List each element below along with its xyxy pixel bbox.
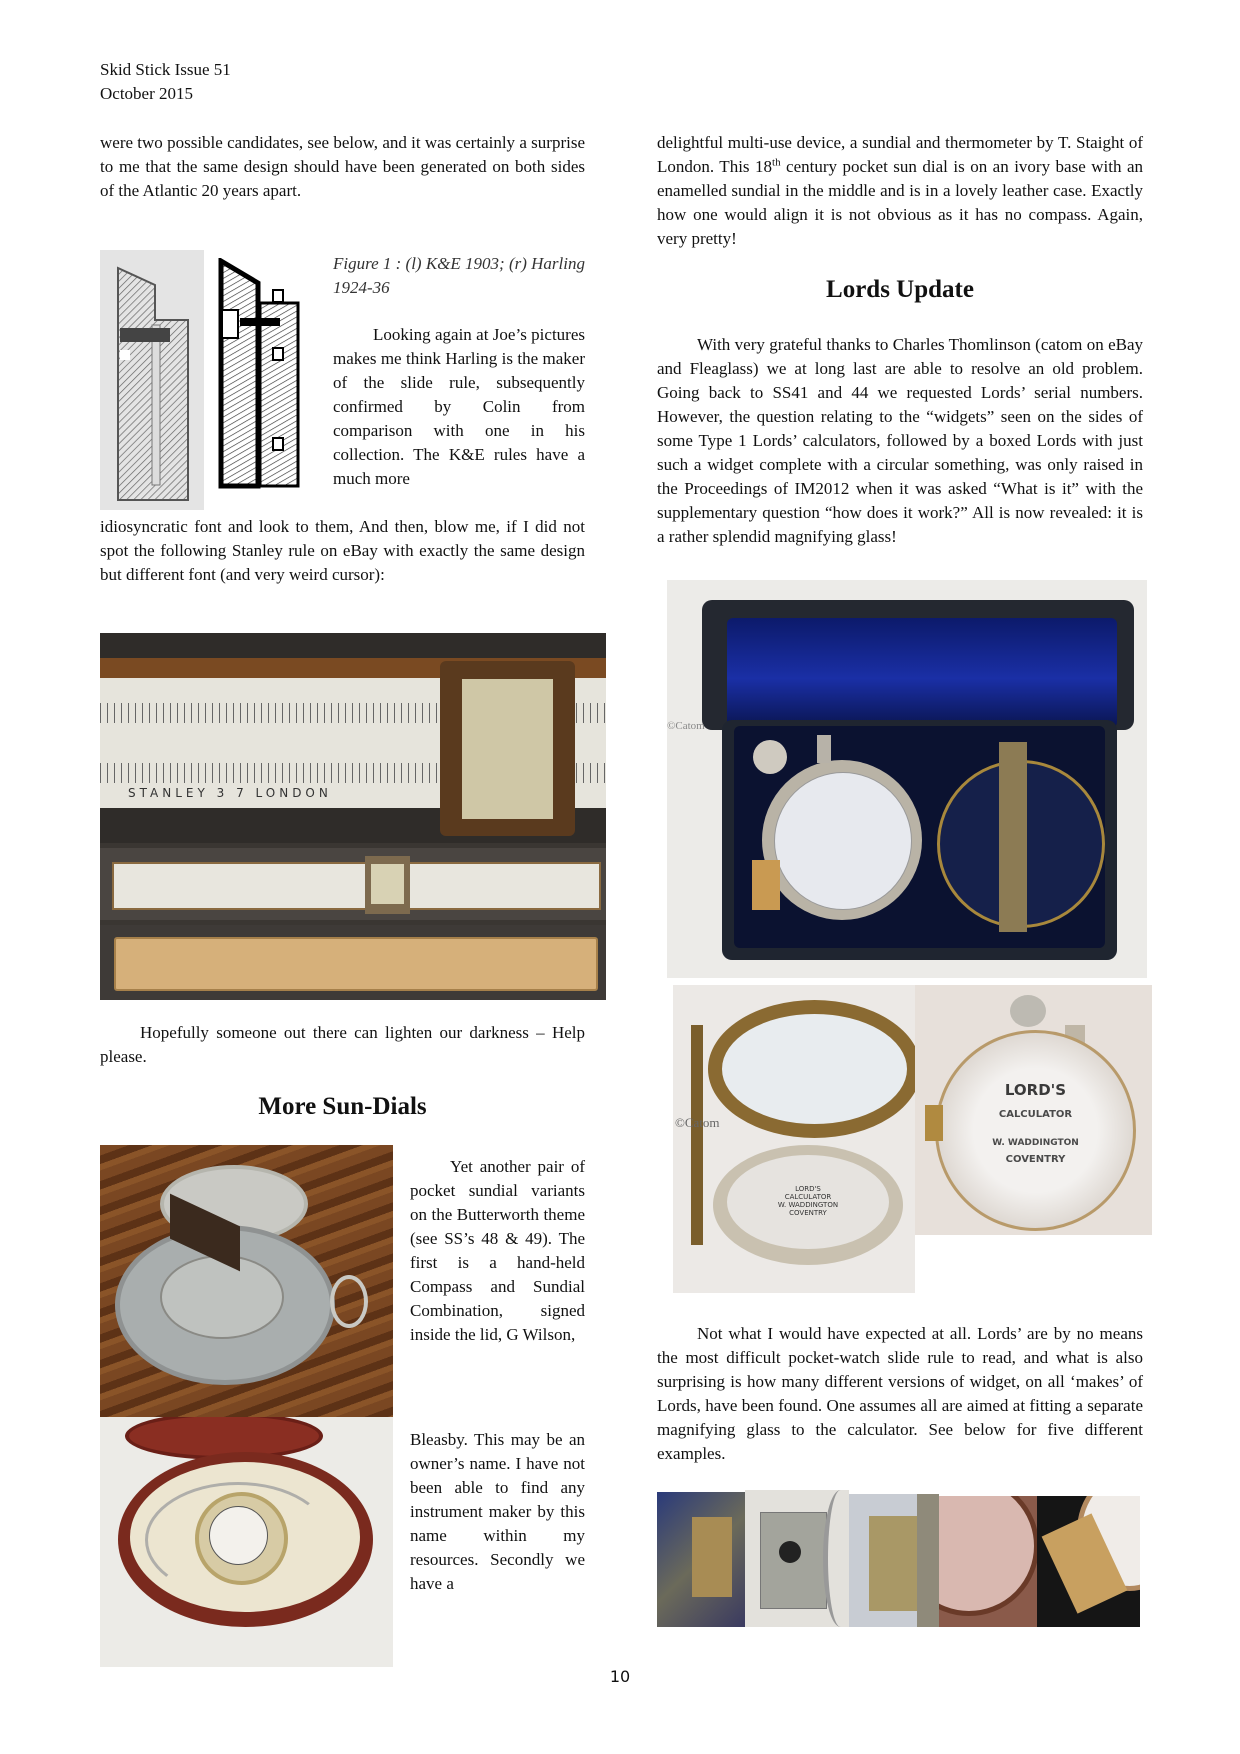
widget-example-3 [849,1494,939,1627]
widget-example-2 [745,1490,849,1627]
not-what-paragraph [657,1322,1143,1466]
ordinal-suffix: th [772,156,781,169]
sundials-paragraph-b [410,1428,585,1596]
magnified-text-calculator: CALCULATOR [998,1109,1073,1120]
watermark-catom-1: ©Catom [667,720,705,732]
slide-rule-full-view [100,848,606,920]
sundial-continued-text-2: century pocket sun dial is on an ivory base with an enamelled sundial in the middle and is in a lovely leather case. Exactly how one would align it is not obvious as it has no compass. Again, very pretty! [657,157,1143,248]
figure1-harling-drawing [218,258,304,490]
page-number: 10 [609,1667,631,1686]
looking-again-paragraph-a [333,323,585,491]
dial-text-waddington: W. WADDINGTON [777,1201,839,1209]
looking-again-paragraph-b [100,515,585,587]
widget-example-5 [1037,1496,1140,1627]
cursor-frame [440,661,575,836]
watermark-catom-2: ©Catom [675,1115,720,1130]
stanley-imprint: STANLEY 3 7 LONDON [128,786,332,800]
magnified-text-lords: LORD'S [1004,1081,1067,1099]
sundial-thermometer-photo [100,1417,393,1667]
magnifier-on-calculator-photo [673,985,915,1293]
section-heading-lords-update: Lords Update [826,276,974,303]
magnified-dial-photo [915,985,1152,1235]
compass-sundial-photo [100,1145,393,1417]
lords-text: With very grateful thanks to Charles Thomlinson (catom on eBay and Fleaglass) we at long last are able to resolve an old problem. Going back to SS41 and 44 we requested Lords’ serial numbers. However, the question relating to the “widgets” seen on the sides of some Type 1 Lords’ calculators, followed by a boxed Lords with just such a widget complete with a circular something, was only raised in the Proceedings of IM2012 when it was asked “What is it” with the supplementary question “how does it work?” All is now revealed: it is a rather splendid magnifying glass! [657,335,1143,546]
calculator-dial [713,1145,903,1265]
dial-text-calculator: CALCULATOR [784,1193,832,1201]
slide-rule-closeup [100,633,606,843]
looking-again-text-b: idiosyncratic font and look to them, And then, blow me, if I did not spot the following Stanley rule on eBay with exactly the same design but different font (and very weird cursor): [100,517,585,584]
not-what-text: Not what I would have expected at all. Lords’ are by no means the most difficult pocket-watch slide rule to read, and what is also surprising is how many different versions of widget, on all ‘makes’ of Lords, have been found. One assumes all are aimed at fitting a separate magnifying glass to the calculator. See below for five different examples. [657,1324,1143,1463]
intro-text: were two possible candidates, see below, and it was certainly a surprise to me that the same design should have been generated on both sides of the Atlantic 20 years apart. [100,133,585,200]
sundial-continued-text [657,131,1143,251]
stanley-slide-rule-photo [100,633,606,1000]
ke-cross-section-icon [100,250,204,510]
section-heading-more-sun-dials: More Sun-Dials [258,1093,427,1120]
slide-rule-wood-stock [100,925,606,1000]
figure1-caption: Figure 1 : (l) K&E 1903; (r) Harling 1924-36 [333,254,585,297]
looking-again-text-a: Looking again at Joe’s pictures makes me think Harling is the maker of the slide rule, subsequently confirmed by Colin from comparison with one in his collection. The K&E rules have a much more [333,325,585,488]
sundials-text-b: Bleasby. This may be an owner’s name. I have not been able to find any instrument maker by this name within my resources. Secondly we have a [410,1430,585,1593]
dial-text-lords: LORD'S [795,1185,821,1193]
sundials-paragraph-a [410,1155,585,1347]
figure1-ke-drawing [100,250,204,510]
left-intro-paragraph [100,131,585,203]
lords-calculator-watch [762,760,922,920]
sundial-continued-text-1: delightful multi-use device, a sundial and thermometer by T. Staight of London. This 18 [657,133,1143,176]
lords-paragraph [657,333,1143,549]
sundial-continued-paragraph [657,131,1143,251]
magnified-text-waddington: W. WADDINGTON [992,1138,1079,1148]
magnified-text-coventry: COVENTRY [1005,1154,1066,1165]
hopefully-text: Hopefully someone out there can lighten our darkness – Help please. [100,1023,585,1066]
widget-examples-strip [657,1490,1140,1627]
brass-magnifier-ring [708,1000,915,1138]
case-lid [702,600,1134,730]
issue-title: Skid Stick Issue 51 [100,60,231,79]
widget-example-1 [657,1492,745,1627]
sundials-text-a: Yet another pair of pocket sundial variants on the Butterworth theme (see SS’s 48 & 49). The first is a hand-held Compass and Sundial Combination, signed inside the lid, G Wilson, [410,1157,585,1344]
boxed-lords-calculator-photo [667,580,1147,978]
issue-date: October 2015 [100,84,194,103]
dial-text-coventry: COVENTRY [789,1209,827,1217]
hopefully-paragraph [100,1021,585,1069]
widget-example-4 [939,1496,1037,1627]
running-header [100,58,231,106]
harling-cross-section-icon [218,258,304,490]
